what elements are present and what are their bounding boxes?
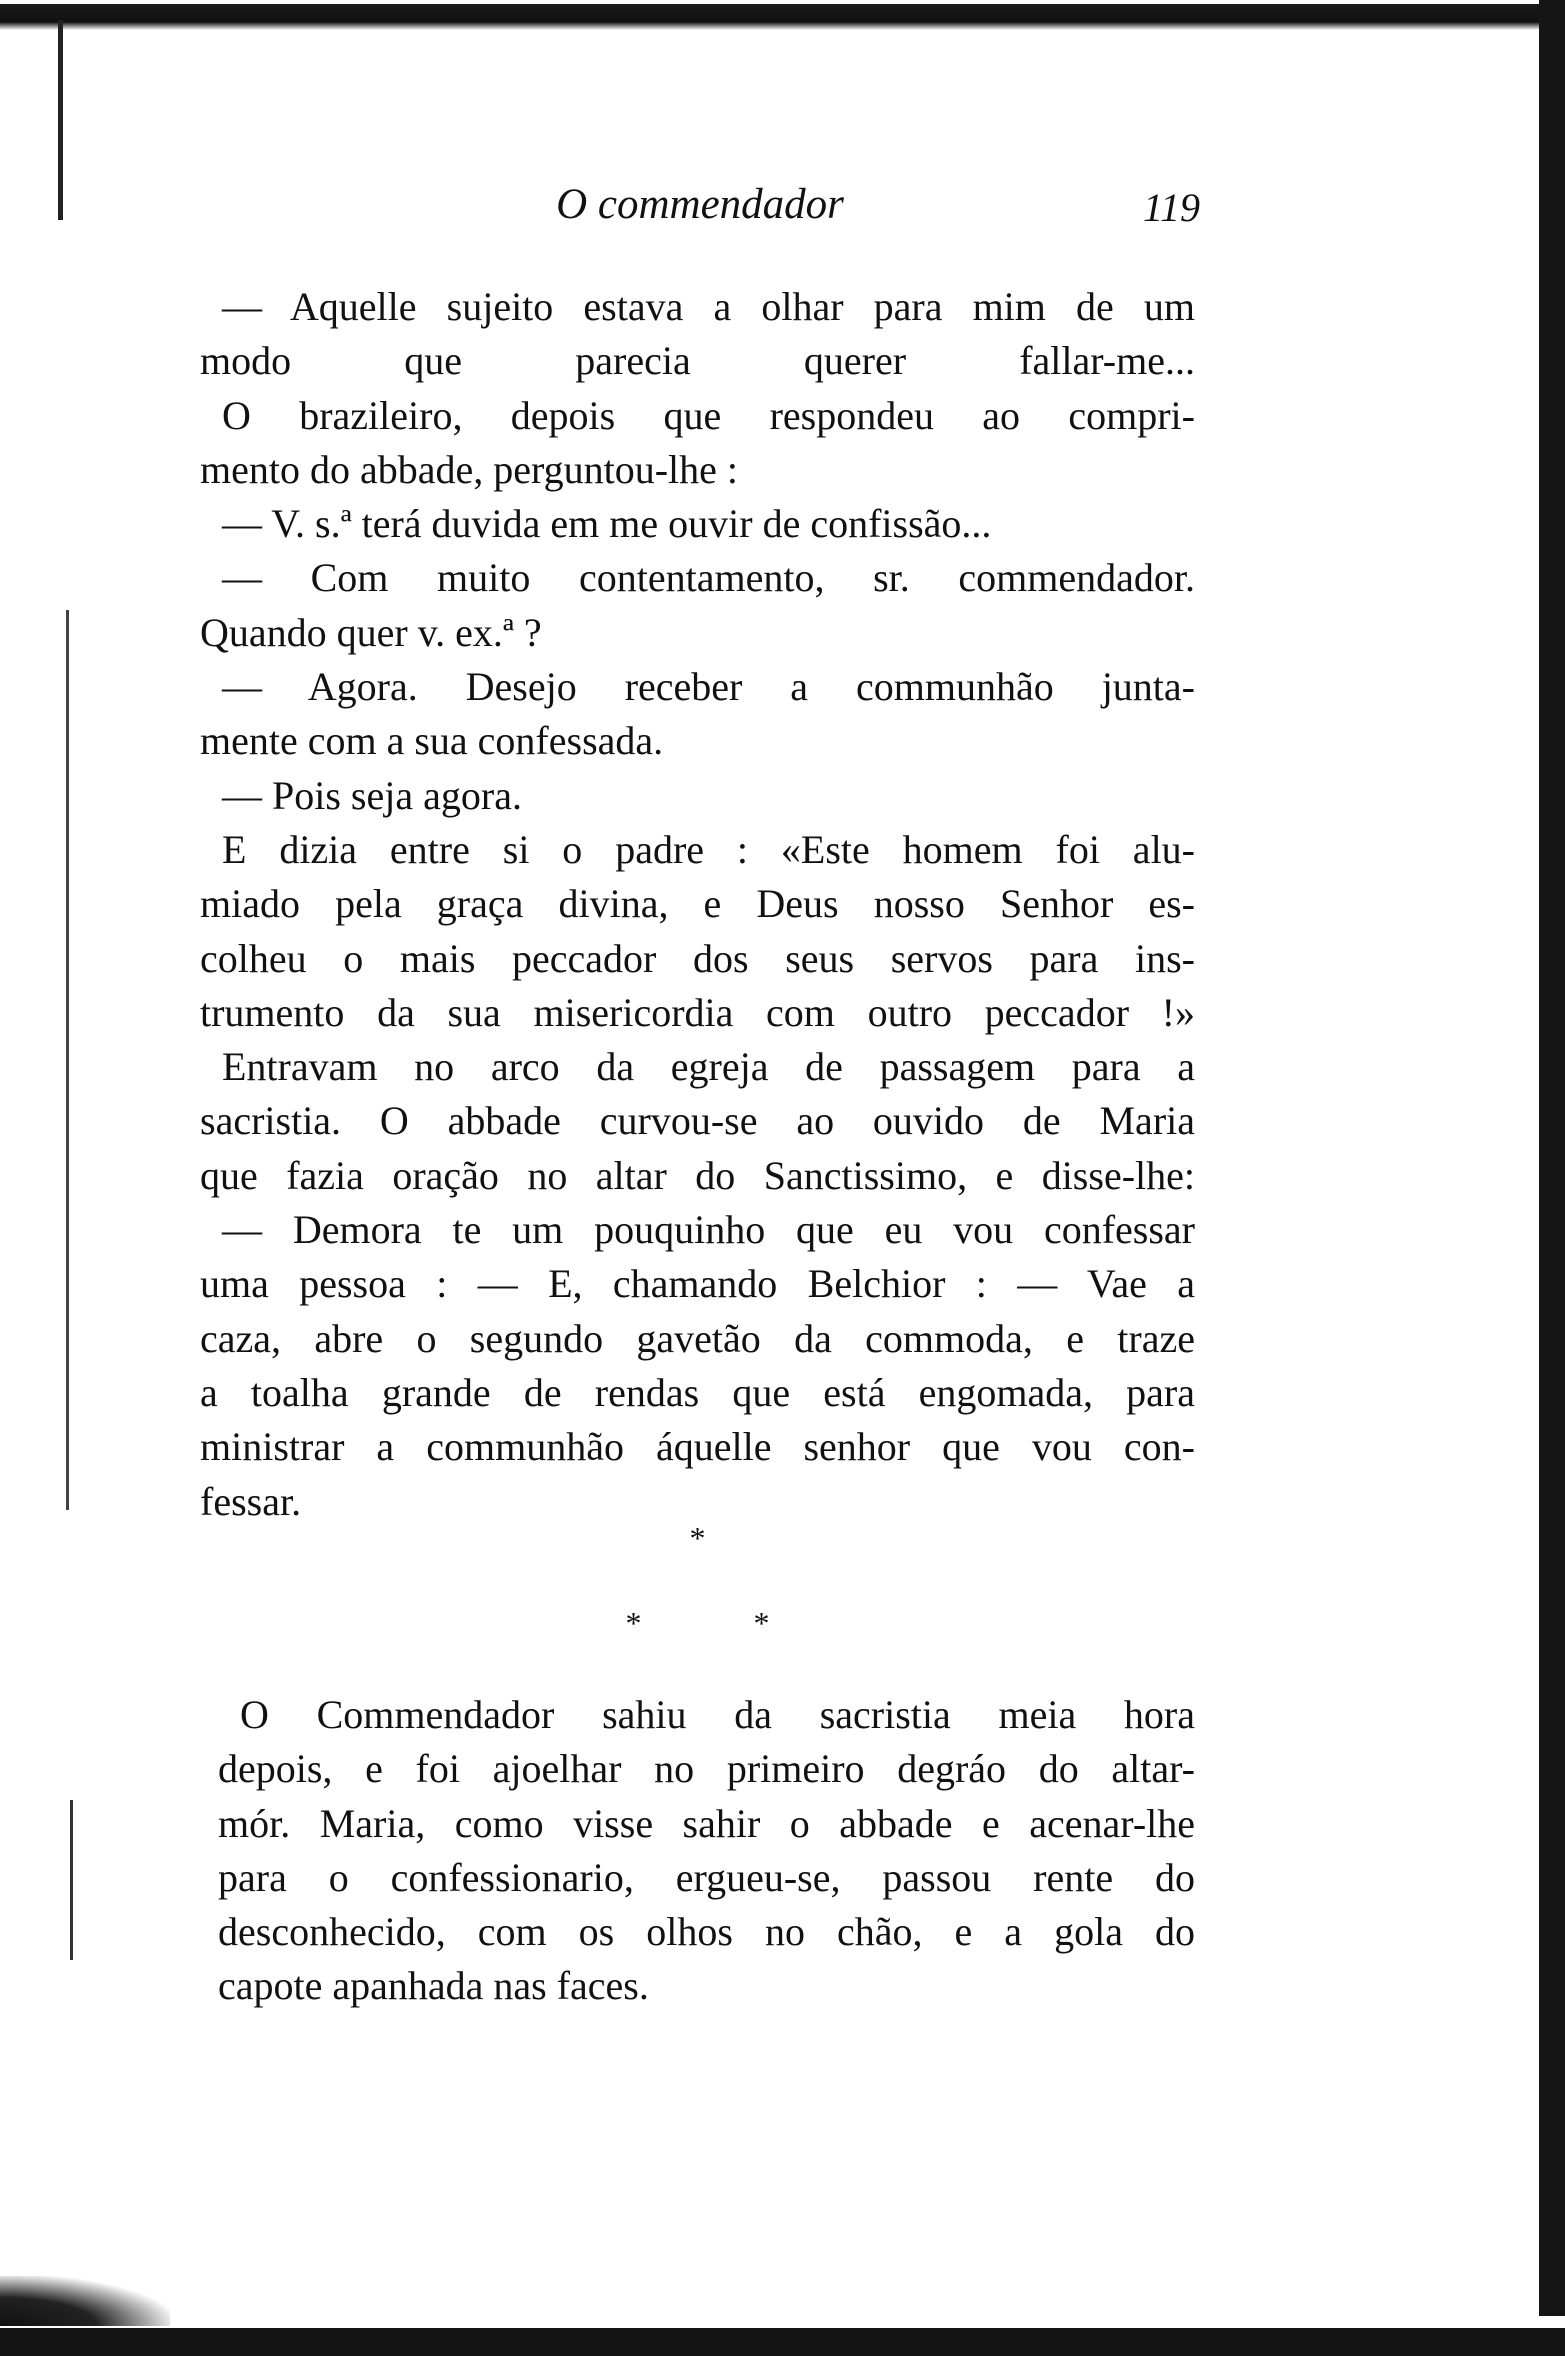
- text-line: fessar.: [200, 1478, 302, 1524]
- text-line: capote apanhada nas faces.: [218, 1963, 649, 2009]
- text-line: O Commendador sahiu da sacristia meia hora: [240, 1692, 1195, 1737]
- text-line: depois, e foi ajoelhar no primeiro degráo do altar-: [218, 1746, 1195, 1792]
- text-line: O brazileiro, depois que respondeu ao compri-: [222, 392, 1195, 438]
- running-title: O commendador: [556, 181, 844, 228]
- scan-top-edge: [0, 0, 1565, 30]
- section-ornament: [200, 1605, 1195, 1642]
- text-line: mente com a sua confessada.: [200, 718, 664, 764]
- scan-right-edge: [1539, 0, 1565, 2356]
- scan-left-mark: [66, 610, 69, 1510]
- text-line: — Demora te um pouquinho que eu vou confessar: [222, 1207, 1195, 1253]
- page-header: [200, 180, 1200, 240]
- text-line: ministrar a communhão áquelle senhor que vou con-: [200, 1424, 1195, 1470]
- asterisk-mark: *: [753, 1605, 770, 1641]
- scan-bottom-edge: [0, 2316, 1565, 2356]
- text-line: mór. Maria, como visse sahir o abbade e acenar-lhe: [218, 1800, 1195, 1846]
- text-line: para o confessionario, ergueu-se, passou rente do: [218, 1854, 1195, 1900]
- text-line: — Com muito contentamento, sr. commendador.: [222, 555, 1195, 601]
- text-line: miado pela graça divina, e Deus nosso Senhor es-: [200, 881, 1195, 927]
- text-line: — Agora. Desejo receber a communhão junta-: [222, 664, 1195, 710]
- text-line: sacristia. O abbade curvou-se ao ouvido de Maria: [200, 1098, 1195, 1144]
- asterisk-mark: *: [625, 1605, 642, 1641]
- text-line: — Aquelle sujeito estava a olhar para mim de um: [222, 284, 1195, 329]
- text-line: desconhecido, com os olhos no chão, e a gola do: [218, 1909, 1195, 1955]
- text-line: mento do abbade, perguntou-lhe :: [200, 446, 739, 492]
- text-line: uma pessoa : — E, chamando Belchior : — Vae a: [200, 1261, 1195, 1307]
- text-line: — Pois seja agora.: [222, 772, 522, 818]
- section-ornament: [200, 1520, 1195, 1557]
- text-line: Quando quer v. ex.ª ?: [200, 609, 542, 655]
- text-line: E dizia entre si o padre : «Este homem foi alu-: [222, 826, 1195, 872]
- text-line: modo que parecia querer fallar-me...: [200, 338, 1195, 384]
- text-line: a toalha grande de rendas que está engomada, para: [200, 1369, 1195, 1415]
- text-line: trumento da sua misericordia com outro peccador !»: [200, 989, 1195, 1035]
- body-text-section-2: [218, 1688, 1195, 2014]
- text-line: Entravam no arco da egreja de passagem para a: [222, 1044, 1195, 1090]
- text-line: — V. s.ª terá duvida em me ouvir de confissão...: [222, 501, 992, 547]
- text-line: caza, abre o segundo gavetão da commoda, e traze: [200, 1315, 1195, 1361]
- body-text: [200, 280, 1195, 1529]
- text-line: que fazia oração no altar do Sanctissimo, e disse-lhe:: [200, 1152, 1195, 1198]
- text-line: colheu o mais peccador dos seus servos para ins-: [200, 935, 1195, 981]
- scan-left-mark: [70, 1800, 73, 1960]
- page-number: 119: [1142, 185, 1200, 230]
- scan-smudge: [0, 2276, 170, 2326]
- asterisk-mark: *: [689, 1520, 706, 1556]
- scan-left-mark: [58, 20, 63, 220]
